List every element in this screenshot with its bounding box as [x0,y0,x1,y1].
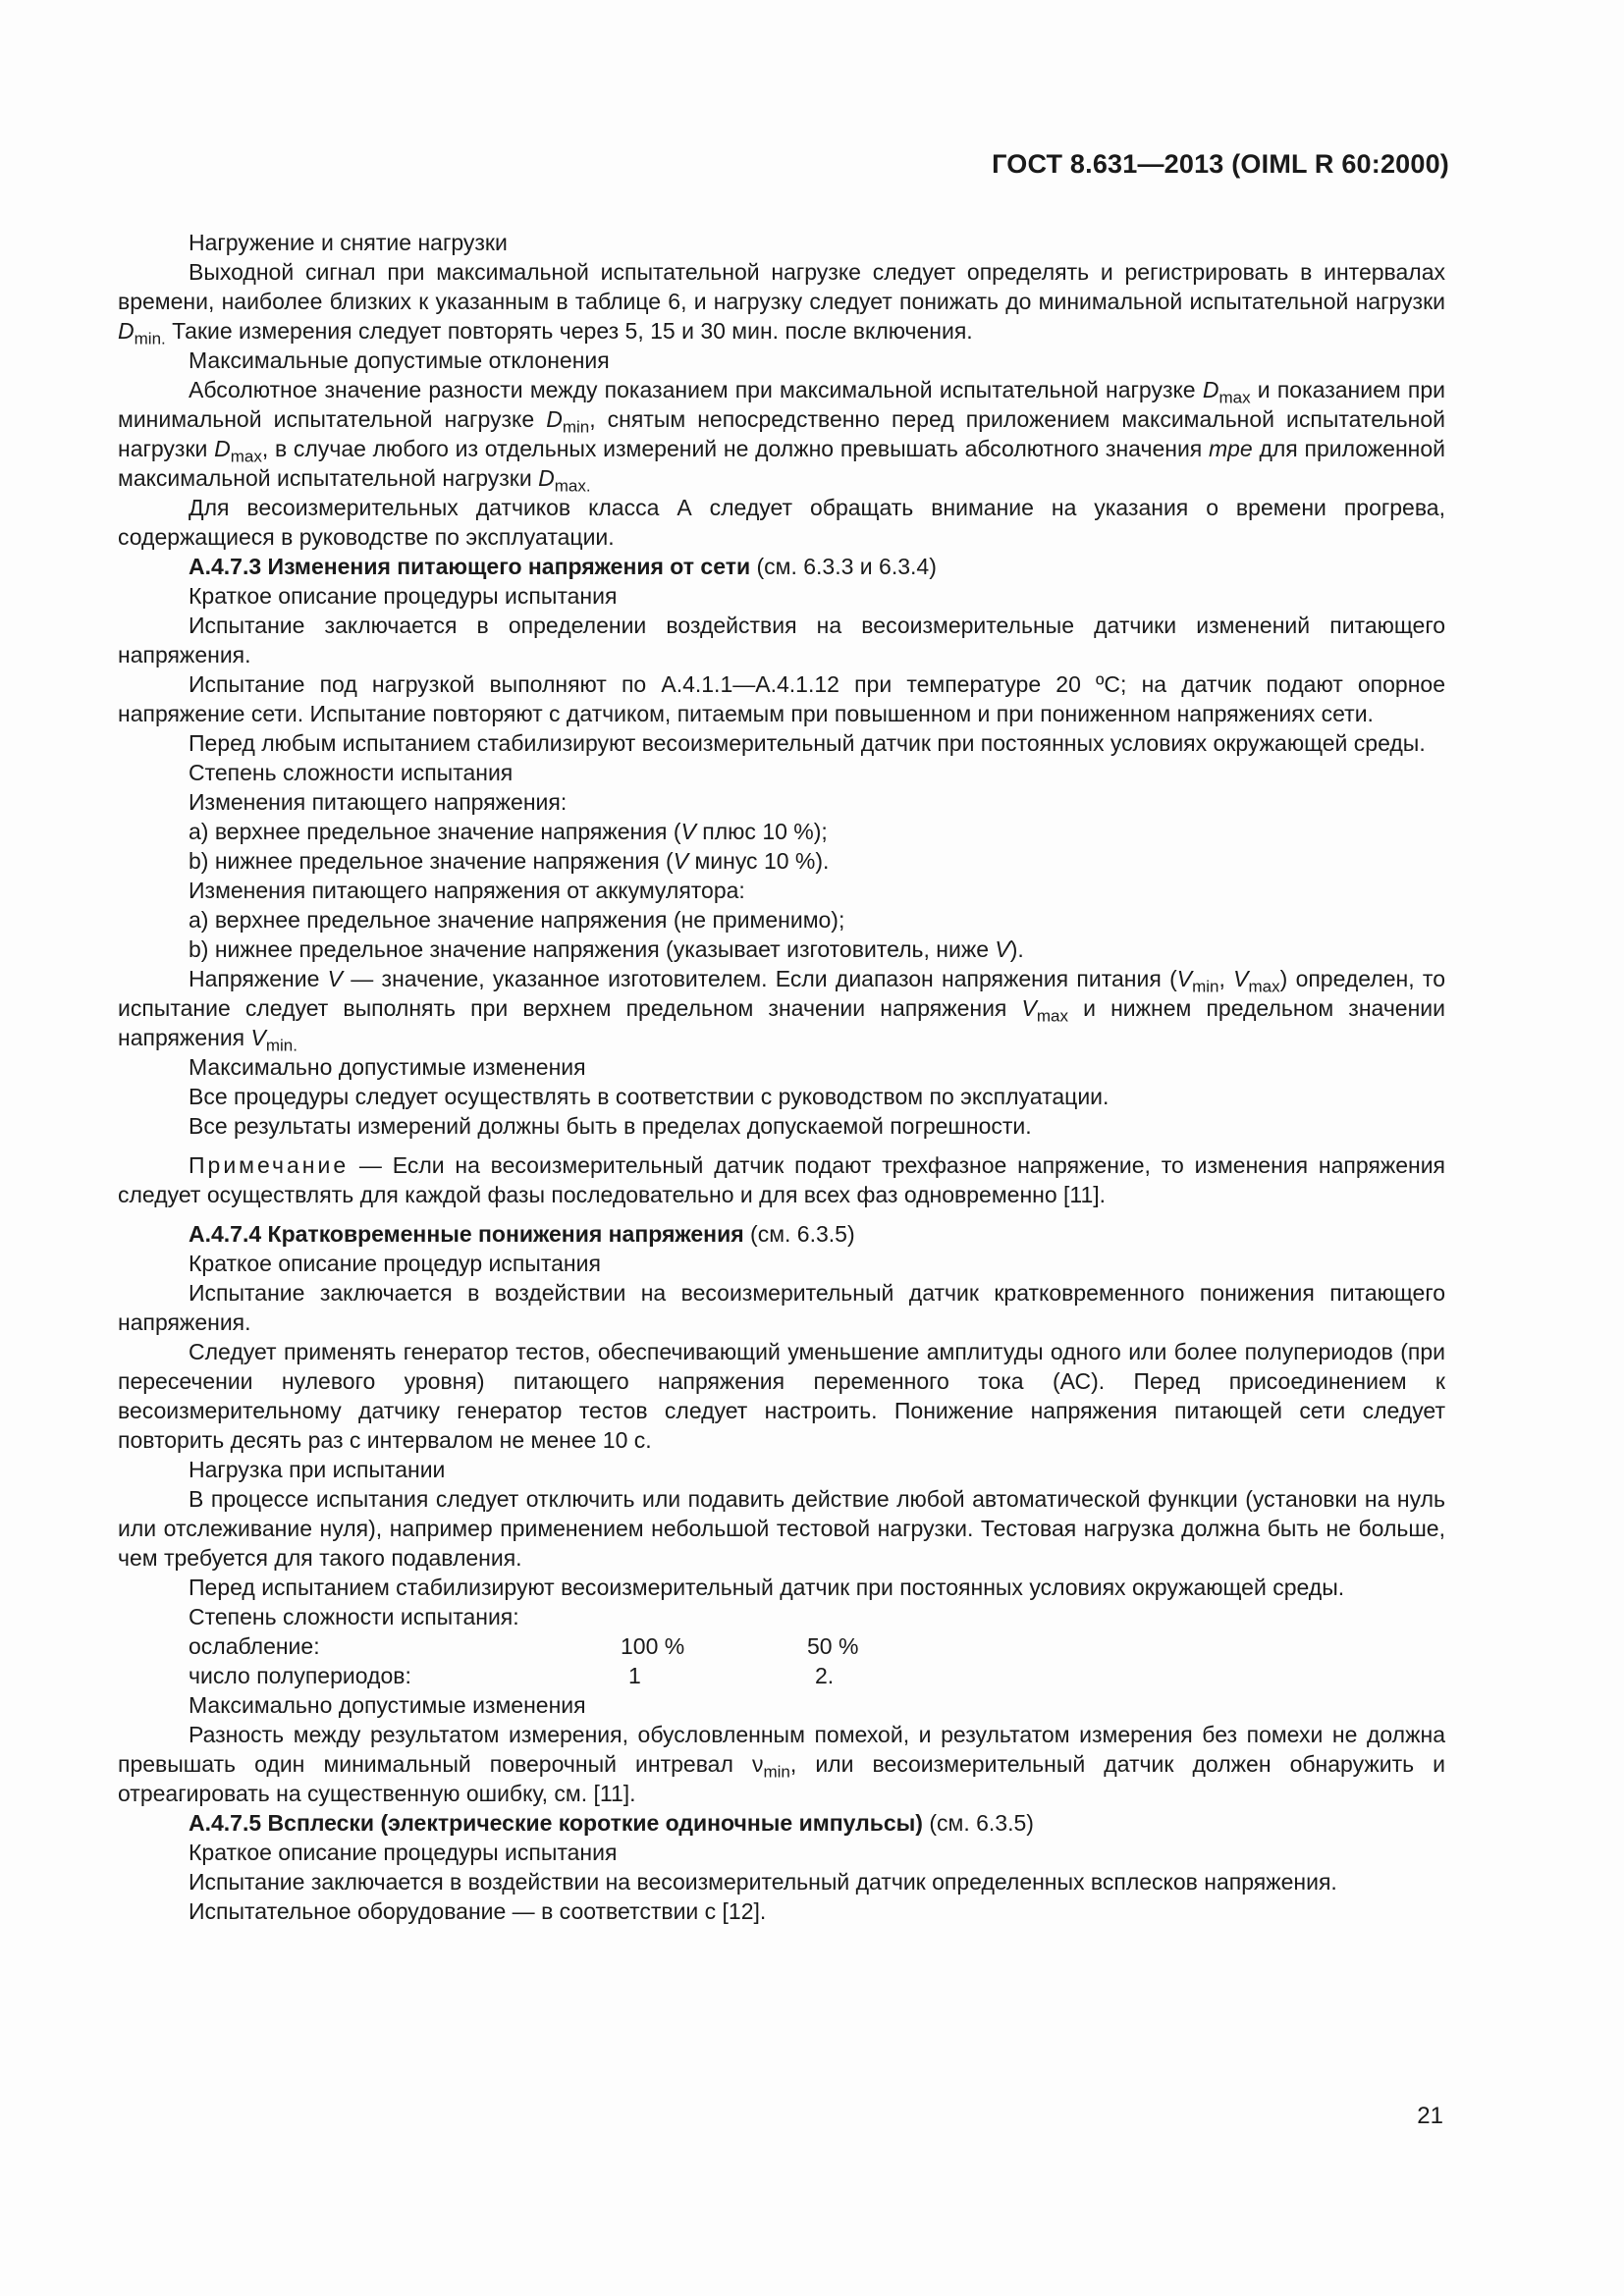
subheading: Степень сложности испытания: [189,1604,519,1629]
list-item: b) нижнее предельное значение напряжения (V минус 10 %). [189,848,830,874]
subheading: Краткое описание процедуры испытания [189,583,618,609]
paragraph: Испытательное оборудование — в соответствии с [12]. [189,1898,767,1924]
note: Примечание — Если на весоизмерительный датчик подают трехфазное напряжение, то изменения напряжения следует осуществлять для каждой фазы последовательно и для всех фаз одновременно [11]. [118,1152,1445,1207]
paragraph: Все результаты измерений должны быть в пределах допускаемой погрешности. [189,1113,1032,1139]
paragraph: Испытание под нагрузкой выполняют по А.4.1.1—А.4.1.12 при температуре 20 ºС; на датчик подают опорное напряжение сети. Испытание повторяют с датчиком, питаемым при повышенном и при пониженном напряжениях сети. [118,671,1445,726]
paragraph: Абсолютное значение разности между показанием при максимальной испытательной нагрузке $D_{max}$ и показанием при минимальной испытательной нагрузке $D_{min}$, снятым непосредственно перед приложением максимальной испытательной нагрузки $D_{max}$, в случае любого из отдельных измерений не должно превышать абсолютного значения mpe для приложенной максимальной испытательной нагрузки $D_{max.}$ [118,377,1446,496]
document-body [118,228,1445,1926]
paragraph: Следует применять генератор тестов, обеспечивающий уменьшение амплитуды одного или более полупериодов (при пересечении нулевого уровня) питающего напряжения переменного тока (АС). Перед присоединением к весоизмерительному датчику генератор тестов следует настроить. Понижение напряжения питающей сети следует повторить десять раз с интервалом не менее 10 с. [118,1339,1445,1453]
subheading: Краткое описание процедуры испытания [189,1840,618,1865]
paragraph: Перед любым испытанием стабилизируют весоизмерительный датчик при постоянных условиях окружающей среды. [189,730,1426,756]
subheading: Нагрузка при испытании [189,1457,446,1482]
paragraph: Все процедуры следует осуществлять в соответствии с руководством по эксплуатации. [189,1084,1110,1109]
paragraph: Изменения питающего напряжения: [189,789,568,815]
paragraph: Изменения питающего напряжения от аккумулятора: [189,878,745,903]
paragraph: Испытание заключается в воздействии на весоизмерительный датчик кратковременного понижения питающего напряжения. [118,1280,1445,1335]
subheading: Максимально допустимые изменения [189,1054,586,1080]
paragraph: Перед испытанием стабилизируют весоизмерительный датчик при постоянных условиях окружающей среды. [189,1575,1345,1600]
paragraph: Испытание заключается в воздействии на весоизмерительный датчик определенных всплесков напряжения. [189,1869,1337,1895]
list-item: а) верхнее предельное значение напряжения (не применимо); [189,907,845,933]
section-heading: А.4.7.3 Изменения питающего напряжения от сети (см. 6.3.3 и 6.3.4) [189,554,937,579]
paragraph: Разность между результатом измерения, обусловленным помехой, и результатом измерения без помехи не должна превышать один минимальный поверочный интревал $\nu_{min}$, или весоизмерительный датчик должен обнаружить и отреагировать на существенную ошибку, см. [11]. [118,1722,1446,1806]
paragraph: В процессе испытания следует отключить или подавить действие любой автоматической функции (установки на нуль или отслеживание нуля), например применением небольшой тестовой нагрузки. Тестовая нагрузка должна быть не больше, чем требуется для такого подавления. [118,1486,1445,1571]
page-number: 21 [1417,2103,1443,2129]
subheading: Максимально допустимые изменения [189,1692,586,1718]
severity-row: ослабление: 100 % 50 % [189,1633,859,1659]
subheading: Краткое описание процедур испытания [189,1251,601,1276]
severity-row: число полупериодов: 1 2. [189,1663,835,1688]
subheading: Нагружение и снятие нагрузки [189,230,508,255]
paragraph: Выходной сигнал при максимальной испытательной нагрузке следует определять и регистрировать в интервалах времени, наиболее близких к указанным в таблице 6, и нагрузку следует понижать до минимальной испытательной нагрузки $D_{min.}$ Такие измерения следует повторять через 5, 15 и 30 мин. после включения. [118,259,1445,348]
section-heading: А.4.7.5 Всплески (электрические короткие одиночные импульсы) (см. 6.3.5) [189,1810,1034,1836]
list-item: b) нижнее предельное значение напряжения (указывает изготовитель, ниже V). [189,936,1024,962]
subheading: Максимальные допустимые отклонения [189,347,610,373]
paragraph: Напряжение V — значение, указанное изготовителем. Если диапазон напряжения питания ($V_{min}$, $V_{max}$) определен, то испытание следует выполнять при верхнем предельном значении напряжения $V_{max}$ и нижнем предельном значении напряжения $V_{min.}$ [118,966,1445,1055]
section-heading: А.4.7.4 Кратковременные понижения напряжения (см. 6.3.5) [189,1221,855,1247]
subheading: Степень сложности испытания [189,760,514,785]
paragraph: Для весоизмерительных датчиков класса А следует обращать внимание на указания о времени прогрева, содержащиеся в руководстве по эксплуатации. [118,495,1445,550]
page-header-doc-code: ГОСТ 8.631—2013 (OIML R 60:2000) [992,149,1449,179]
paragraph: Испытание заключается в определении воздействия на весоизмерительные датчики изменений питающего напряжения. [118,613,1445,667]
list-item: а) верхнее предельное значение напряжения (V плюс 10 %); [189,819,828,844]
